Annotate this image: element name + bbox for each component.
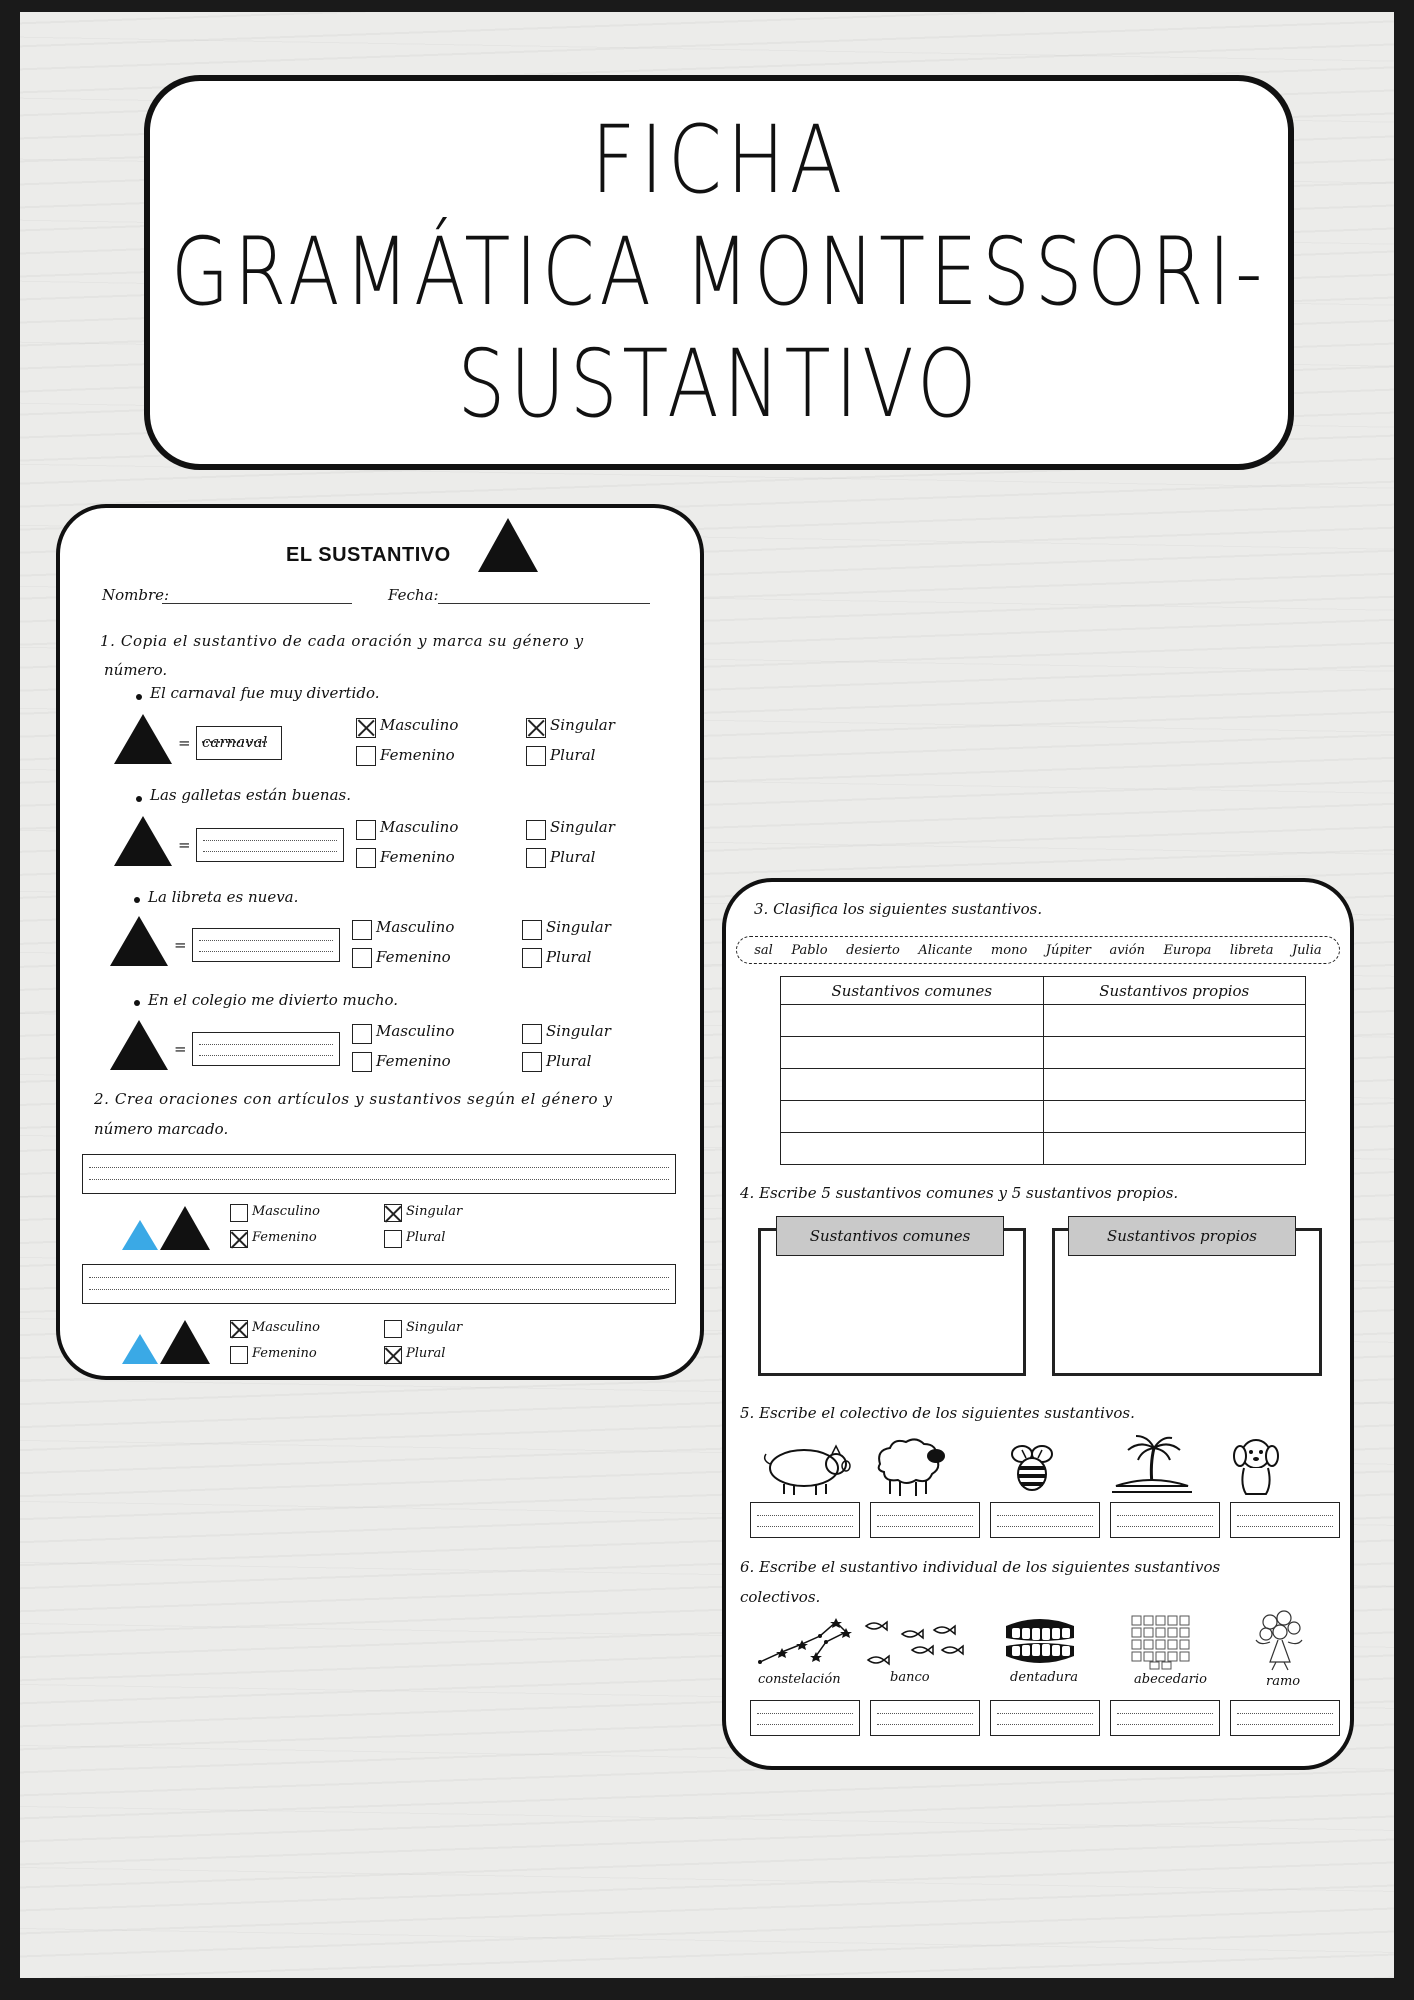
checkbox-femenino[interactable]: [230, 1230, 248, 1248]
equals-sign: =: [178, 836, 191, 854]
word: Europa: [1163, 942, 1212, 958]
table-cell[interactable]: [781, 1037, 1044, 1069]
checkbox-plural[interactable]: [384, 1346, 402, 1364]
label-singular: Singular: [550, 716, 615, 734]
table-row: [781, 1133, 1306, 1165]
word-bank: [736, 936, 1340, 964]
teeth-icon: [1002, 1616, 1078, 1668]
bullet: [136, 694, 142, 700]
nombre-label: Nombre:: [102, 586, 170, 604]
label-plural: Plural: [546, 948, 592, 966]
label-singular: Singular: [546, 918, 611, 936]
table-cell[interactable]: [781, 1101, 1044, 1133]
worksheet-left: [56, 504, 704, 1380]
folder-tab-propios: [1068, 1216, 1296, 1256]
label-plural: Plural: [406, 1346, 446, 1361]
word: libreta: [1229, 942, 1274, 958]
article-triangle-icon: [122, 1334, 158, 1364]
worksheet-right: [722, 878, 1354, 1770]
checkbox-masculino[interactable]: [352, 920, 372, 940]
noun-triangle-icon: [160, 1206, 210, 1250]
label-femenino: Femenino: [252, 1230, 317, 1245]
exercise-4-prompt: 4. Escribe 5 sustantivos comunes y 5 sustantivos propios.: [740, 1184, 1179, 1202]
bullet: [134, 1000, 140, 1006]
sentence-1: El carnaval fue muy divertido.: [150, 684, 380, 702]
checkbox-femenino[interactable]: [352, 948, 372, 968]
nombre-field[interactable]: [162, 603, 352, 604]
word: Pablo: [791, 942, 828, 958]
table-cell[interactable]: [781, 1069, 1044, 1101]
fecha-label: Fecha:: [388, 586, 439, 604]
sentence-2: Las galletas están buenas.: [150, 786, 352, 804]
exercise-1-prompt: 1. Copia el sustantivo de cada oración y marca su género y: [100, 632, 584, 650]
checkbox-femenino[interactable]: [352, 1052, 372, 1072]
sentence-write-box-2[interactable]: [82, 1264, 676, 1304]
collective-answer-box[interactable]: [750, 1502, 860, 1538]
sentence-3: La libreta es nueva.: [148, 888, 299, 906]
worksheet-heading: EL SUSTANTIVO: [286, 544, 451, 566]
individual-answer-box[interactable]: [1230, 1700, 1340, 1736]
classification-table: [780, 976, 1306, 1165]
table-row: [781, 1005, 1306, 1037]
fecha-field[interactable]: [438, 603, 650, 604]
checkbox-plural[interactable]: [526, 848, 546, 868]
noun-triangle-icon: [478, 518, 538, 572]
individual-answer-box[interactable]: [750, 1700, 860, 1736]
bullet: [134, 897, 140, 903]
constellation-icon: [756, 1616, 852, 1668]
label-singular: Singular: [406, 1204, 463, 1219]
word: mono: [990, 942, 1028, 958]
table-cell[interactable]: [1043, 1133, 1306, 1165]
checkbox-plural[interactable]: [522, 1052, 542, 1072]
label-femenino: Femenino: [380, 848, 455, 866]
equals-sign: =: [178, 734, 191, 752]
bullet: [136, 796, 142, 802]
noun-triangle-icon: [114, 816, 172, 866]
checkbox-masculino[interactable]: [356, 820, 376, 840]
answer-box-2[interactable]: [196, 828, 344, 862]
table-row: [781, 1037, 1306, 1069]
label-masculino: Masculino: [376, 1022, 455, 1040]
word: sal: [754, 942, 773, 958]
checkbox-singular[interactable]: [526, 718, 546, 738]
checkbox-masculino[interactable]: [230, 1204, 248, 1222]
table-cell[interactable]: [1043, 1037, 1306, 1069]
label-plural: Plural: [546, 1052, 592, 1070]
folder-tab-comunes: [776, 1216, 1004, 1256]
exercise-6-prompt-cont: colectivos.: [740, 1588, 821, 1606]
collective-label: constelación: [758, 1672, 841, 1687]
checkbox-singular[interactable]: [522, 920, 542, 940]
table-cell[interactable]: [781, 1133, 1044, 1165]
table-row: [781, 1069, 1306, 1101]
title-line-1: FICHA: [590, 105, 848, 215]
label-masculino: Masculino: [252, 1204, 320, 1219]
table-cell[interactable]: [781, 1005, 1044, 1037]
checkbox-masculino[interactable]: [356, 718, 376, 738]
label-singular: Singular: [406, 1320, 463, 1335]
equals-sign: =: [174, 1040, 187, 1058]
word: Júpiter: [1045, 942, 1091, 958]
label-femenino: Femenino: [380, 746, 455, 764]
checkbox-plural[interactable]: [526, 746, 546, 766]
label-plural: Plural: [550, 746, 596, 764]
exercise-5-prompt: 5. Escribe el colectivo de los siguientes sustantivos.: [740, 1404, 1135, 1422]
checkbox-singular[interactable]: [384, 1204, 402, 1222]
collective-label: abecedario: [1134, 1672, 1208, 1687]
word: desierto: [846, 942, 900, 958]
table-header-comunes: Sustantivos comunes: [781, 977, 1044, 1005]
exercise-3-prompt: 3. Clasifica los siguientes sustantivos.: [754, 900, 1043, 918]
answer-box-4[interactable]: [192, 1032, 340, 1066]
collective-answer-box[interactable]: [1110, 1502, 1220, 1538]
collective-label: dentadura: [1010, 1670, 1079, 1685]
label-plural: Plural: [550, 848, 596, 866]
noun-triangle-icon: [110, 1020, 168, 1070]
fish-school-icon: [862, 1620, 972, 1666]
word: Alicante: [918, 942, 973, 958]
label-femenino: Femenino: [376, 1052, 451, 1070]
individual-answer-box[interactable]: [1110, 1700, 1220, 1736]
checkbox-plural[interactable]: [522, 948, 542, 968]
checkbox-singular[interactable]: [384, 1320, 402, 1338]
sheep-icon: [870, 1434, 950, 1496]
noun-triangle-icon: [110, 916, 168, 966]
collective-answer-box[interactable]: [990, 1502, 1100, 1538]
individual-answer-box[interactable]: [990, 1700, 1100, 1736]
label-masculino: Masculino: [380, 716, 459, 734]
label-masculino: Masculino: [376, 918, 455, 936]
pig-icon: [754, 1440, 854, 1496]
word: Julia: [1291, 942, 1322, 958]
answer-box-3[interactable]: [192, 928, 340, 962]
collective-answer-box[interactable]: [1230, 1502, 1340, 1538]
article-triangle-icon: [122, 1220, 158, 1250]
bouquet-icon: [1252, 1608, 1308, 1672]
table-cell[interactable]: [1043, 1069, 1306, 1101]
word: avión: [1109, 942, 1145, 958]
collective-answer-box[interactable]: [870, 1502, 980, 1538]
noun-triangle-icon: [160, 1320, 210, 1364]
alphabet-icon: [1130, 1614, 1196, 1670]
label-masculino: Masculino: [380, 818, 459, 836]
table-cell[interactable]: [1043, 1005, 1306, 1037]
label-femenino: Femenino: [376, 948, 451, 966]
title-banner: [144, 75, 1294, 470]
label-masculino: Masculino: [252, 1320, 320, 1335]
collective-label: banco: [890, 1670, 930, 1685]
collective-label: ramo: [1266, 1674, 1301, 1689]
checkbox-singular[interactable]: [526, 820, 546, 840]
equals-sign: =: [174, 936, 187, 954]
dog-icon: [1226, 1434, 1286, 1496]
checkbox-masculino[interactable]: [352, 1024, 372, 1044]
sentence-write-box-1[interactable]: [82, 1154, 676, 1194]
table-row: [781, 1101, 1306, 1133]
exercise-6-prompt: 6. Escribe el sustantivo individual de los siguientes sustantivos: [740, 1558, 1221, 1576]
checkbox-masculino[interactable]: [230, 1320, 248, 1338]
folder-label: Sustantivos propios: [1107, 1227, 1257, 1245]
folder-label: Sustantivos comunes: [809, 1227, 971, 1245]
individual-answer-box[interactable]: [870, 1700, 980, 1736]
checkbox-plural[interactable]: [384, 1230, 402, 1248]
palm-island-icon: [1110, 1434, 1194, 1494]
checkbox-femenino[interactable]: [356, 746, 376, 766]
title-line-2: GRAMÁTICA MONTESSORI-: [170, 217, 1268, 327]
label-femenino: Femenino: [252, 1346, 317, 1361]
title-line-3: SUSTANTIVO: [457, 329, 981, 439]
exercise-2-prompt-cont: número marcado.: [94, 1120, 229, 1138]
sentence-4: En el colegio me divierto mucho.: [148, 991, 399, 1009]
table-cell[interactable]: [1043, 1101, 1306, 1133]
label-singular: Singular: [546, 1022, 611, 1040]
label-plural: Plural: [406, 1230, 446, 1245]
checkbox-femenino[interactable]: [230, 1346, 248, 1364]
answer-box-1[interactable]: [196, 726, 282, 760]
noun-triangle-icon: [114, 714, 172, 764]
checkbox-femenino[interactable]: [356, 848, 376, 868]
table-header-propios: Sustantivos propios: [1043, 977, 1306, 1005]
label-singular: Singular: [550, 818, 615, 836]
exercise-1-prompt-cont: número.: [104, 661, 168, 679]
exercise-2-prompt: 2. Crea oraciones con artículos y sustantivos según el género y: [94, 1090, 613, 1108]
checkbox-singular[interactable]: [522, 1024, 542, 1044]
bee-icon: [1006, 1438, 1058, 1494]
answer-text: carnaval: [202, 733, 268, 751]
